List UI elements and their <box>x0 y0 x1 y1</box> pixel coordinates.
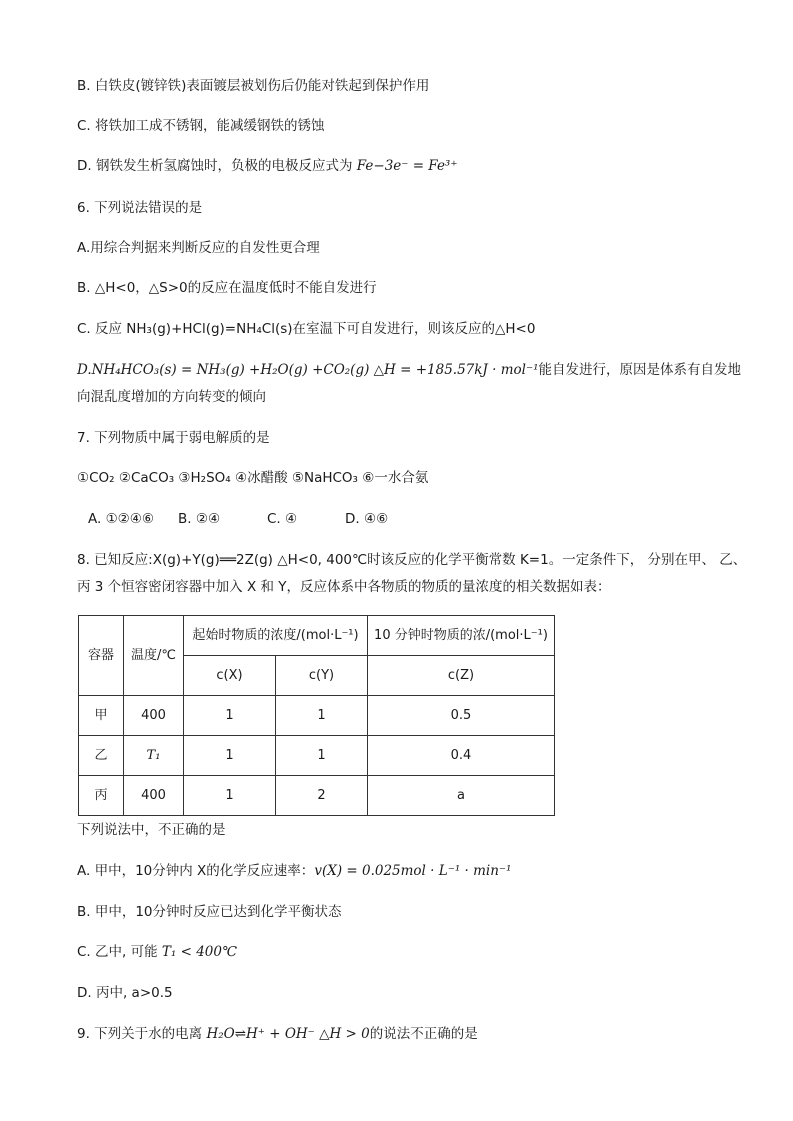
q8-stem-line1: 8. 已知反应:X(g)+Y(g)══2Z(g) △H<0, 400℃时该反应的化学平衡常数 K=1。一定条件下， 分别在甲、 乙、 <box>77 552 747 568</box>
q6-option-d-continued: 向混乱度增加的方向转变的倾向 <box>77 389 266 405</box>
cell-container: 甲 <box>79 696 124 736</box>
cell-temp: T₁ <box>124 736 184 776</box>
table-row <box>79 736 555 776</box>
cell-cz: 0.4 <box>368 736 555 776</box>
cell-cz: 0.5 <box>368 696 555 736</box>
q8-stem-line2: 丙 3 个恒容密闭容器中加入 X 和 Y，反应体系中各物质的物质的量浓度的相关数据如表： <box>77 579 611 595</box>
q6-option-d-formula: D.NH₄HCO₃(s) = NH₃(g) +H₂O(g) +CO₂(g) △H = +185.57kJ · mol⁻¹ <box>77 362 539 378</box>
q7-option-a: A. ①②④⑥ <box>88 511 154 527</box>
cell-container: 乙 <box>79 736 124 776</box>
q7-stem: 7. 下列物质中属于弱电解质的是 <box>77 430 270 446</box>
q7-items: ①CO₂ ②CaCO₃ ③H₂SO₄ ④冰醋酸 ⑤NaHCO₃ ⑥一水合氨 <box>77 470 429 486</box>
table-row <box>79 696 555 736</box>
q5-option-d-formula: Fe−3e⁻ = Fe³⁺ <box>356 158 458 174</box>
q6-option-d-text: 能自发进行，原因是体系有自发地 <box>538 362 741 378</box>
cell-temp: 400 <box>124 696 184 736</box>
q9-stem-formula: H₂O⇌H⁺ + OH⁻ △H > 0 <box>206 1026 370 1042</box>
cell-cy: 1 <box>276 696 368 736</box>
subheader-cx: c(X) <box>184 656 276 696</box>
q5-option-c: C. 将铁加工成不锈钢，能减缓钢铁的锈蚀 <box>77 118 325 134</box>
header-initial-concentration: 起始时物质的浓度/(mol·L⁻¹) <box>184 616 368 656</box>
q5-option-d <box>77 156 457 176</box>
q8-option-b: B. 甲中，10分钟时反应已达到化学平衡状态 <box>77 904 342 920</box>
cell-cx: 1 <box>184 696 276 736</box>
q8-option-a-text: A. 甲中，10分钟内 X的化学反应速率： <box>77 863 315 879</box>
cell-cx: 1 <box>184 736 276 776</box>
q8-option-c <box>77 942 237 962</box>
concentration-table <box>78 615 555 816</box>
q5-option-d-text: D. 钢铁发生析氢腐蚀时，负极的电极反应式为 <box>77 158 357 174</box>
q8-option-a-formula: v(X) = 0.025mol · L⁻¹ · min⁻¹ <box>314 863 512 879</box>
q7-option-d: D. ④⑥ <box>345 511 389 527</box>
header-temperature: 温度/℃ <box>124 616 184 696</box>
q9-stem-tail: 的说法不正确的是 <box>369 1026 478 1042</box>
q7-options <box>88 509 388 529</box>
cell-temp: 400 <box>124 776 184 816</box>
q8-question: 下列说法中，不正确的是 <box>77 822 226 838</box>
table-row <box>79 776 555 816</box>
q5-option-b: B. 白铁皮(镀锌铁)表面镀层被划伤后仍能对铁起到保护作用 <box>77 78 430 94</box>
header-10min-concentration: 10 分钟时物质的浓/(mol·L⁻¹) <box>368 616 555 656</box>
q9-stem <box>77 1024 478 1044</box>
q7-option-b: B. ②④ <box>178 511 221 527</box>
subheader-cz: c(Z) <box>368 656 555 696</box>
q9-stem-text: 9. 下列关于水的电离 <box>77 1026 207 1042</box>
cell-container: 丙 <box>79 776 124 816</box>
q8-option-a <box>77 861 511 881</box>
q6-stem: 6. 下列说法错误的是 <box>77 200 203 216</box>
cell-cx: 1 <box>184 776 276 816</box>
q8-option-c-text: C. 乙中, 可能 <box>77 944 162 960</box>
q7-option-c: C. ④ <box>267 511 298 527</box>
subheader-cy: c(Y) <box>276 656 368 696</box>
q6-option-b: B. △H<0，△S>0的反应在温度低时不能自发进行 <box>77 280 377 296</box>
q8-option-d: D. 丙中, a>0.5 <box>77 985 173 1001</box>
cell-cy: 1 <box>276 736 368 776</box>
q8-option-c-formula: T₁ < 400℃ <box>161 944 238 960</box>
q6-option-c: C. 反应 NH₃(g)+HCl(g)=NH₄Cl(s)在室温下可自发进行，则该反应的△H<0 <box>77 321 536 337</box>
q6-option-a: A.用综合判据来判断反应的自发性更合理 <box>77 240 320 256</box>
cell-cy: 2 <box>276 776 368 816</box>
header-container: 容器 <box>79 616 124 696</box>
cell-cz: a <box>368 776 555 816</box>
q6-option-d <box>77 360 741 380</box>
